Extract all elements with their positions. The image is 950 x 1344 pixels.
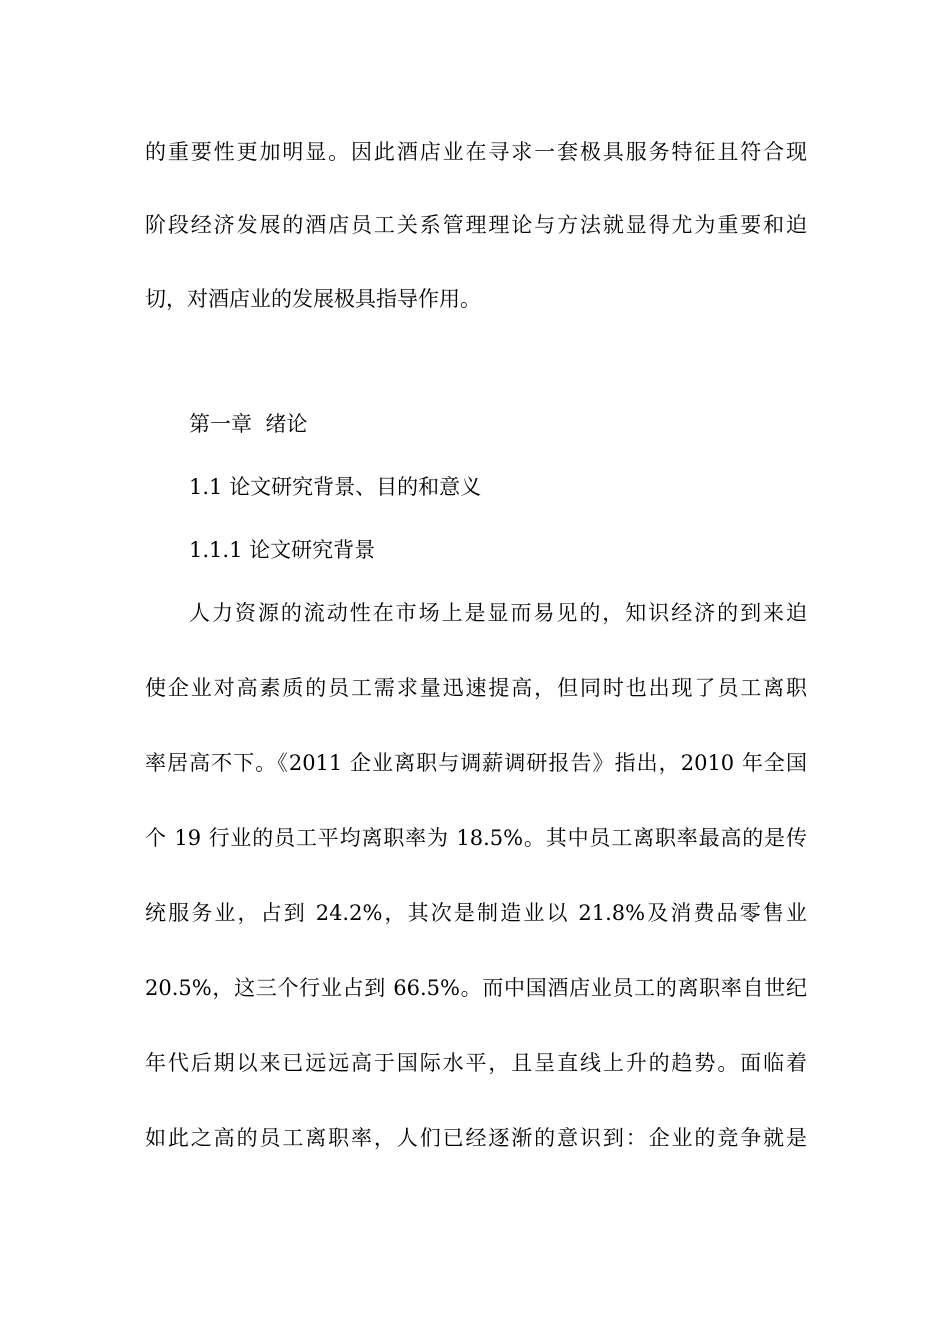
body-paragraph-line: 率居高不下。《2011 企业离职与调薪调研报告》指出，2010 年全国: [145, 751, 807, 775]
body-paragraph-line: 20.5%，这三个行业占到 66.5%。而中国酒店业员工的离职率自世纪: [145, 976, 807, 1000]
subsection-title: 1.1.1 论文研究背景: [189, 538, 376, 562]
body-paragraph-line: 统服务业，占到 24.2%，其次是制造业以 21.8%及消费品零售业: [145, 901, 807, 925]
intro-paragraph-line: 的重要性更加明显。因此酒店业在寻求一套极具服务特征且符合现: [145, 140, 807, 164]
body-paragraph-line: 人力资源的流动性在市场上是显而易见的，知识经济的到来迫: [189, 601, 807, 625]
body-paragraph-line: 如此之高的员工离职率，人们已经逐渐的意识到：企业的竞争就是: [145, 1126, 807, 1150]
body-paragraph-line: 使企业对高素质的员工需求量迅速提高，但同时也出现了员工离职: [145, 676, 807, 700]
body-paragraph-line: 年代后期以来已远远高于国际水平，且呈直线上升的趋势。面临着: [145, 1051, 807, 1075]
intro-paragraph-line: 切，对酒店业的发展极具指导作用。: [145, 287, 481, 311]
chapter-title: 第一章 绪论: [189, 412, 308, 436]
section-title: 1.1 论文研究背景、目的和意义: [189, 475, 482, 499]
body-paragraph-line: 个 19 行业的员工平均离职率为 18.5%。其中员工离职率最高的是传: [145, 826, 807, 850]
intro-paragraph-line: 阶段经济发展的酒店员工关系管理理论与方法就显得尤为重要和迫: [145, 213, 807, 237]
